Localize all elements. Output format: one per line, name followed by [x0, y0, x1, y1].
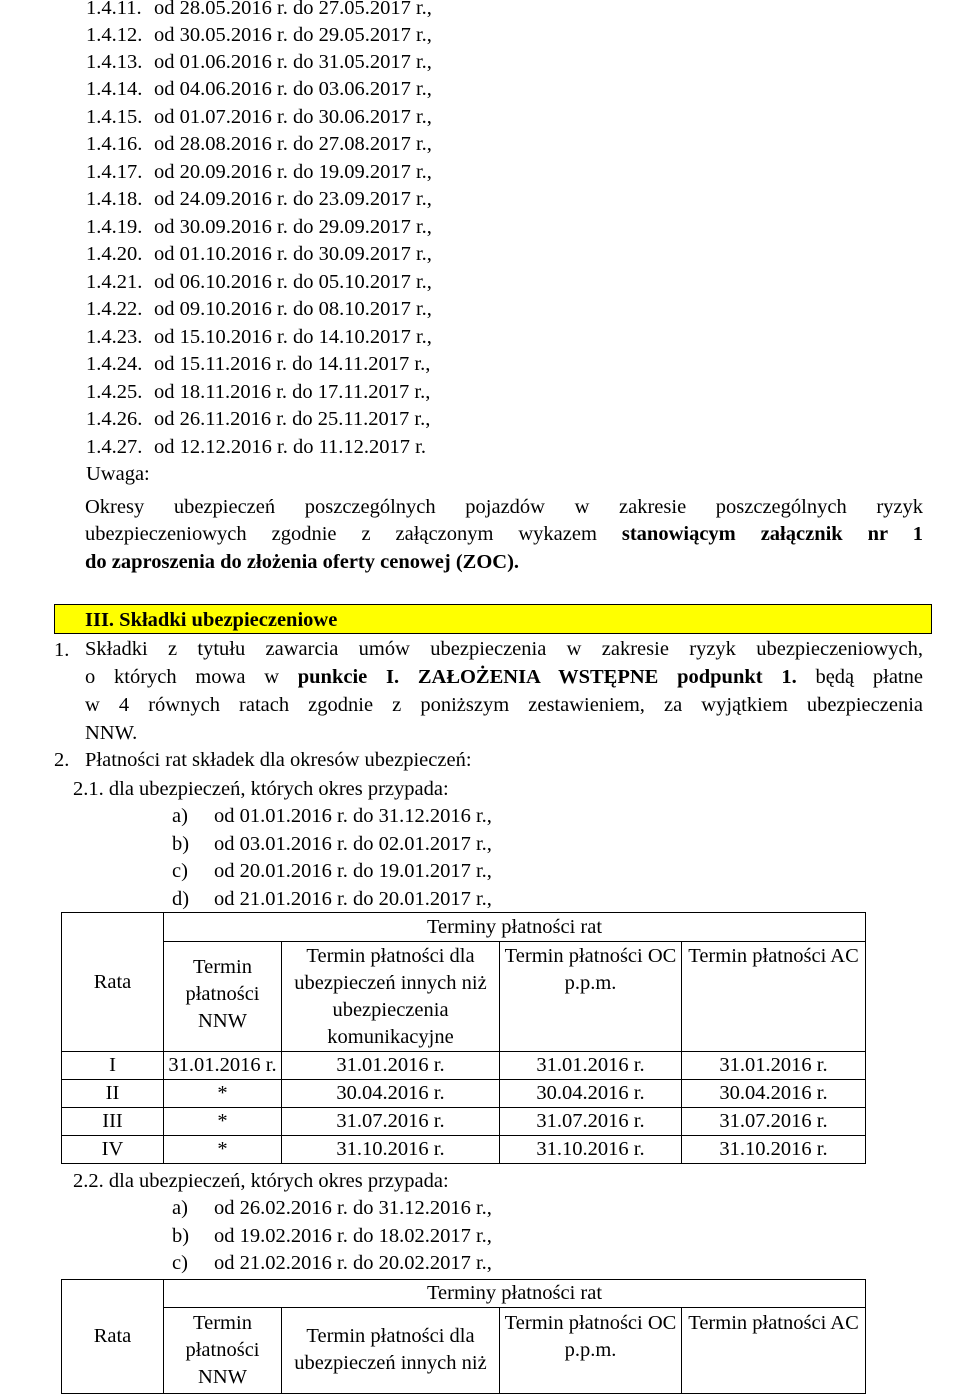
subsection-2-2-heading: 2.2. dla ubezpieczeń, których okres przypada: — [73, 1170, 449, 1192]
list-item: 1.4.19. od 30.09.2016 r. do 29.09.2017 r., — [86, 216, 432, 238]
note-line-1: Okresy ubezpieczeń poszczególnych pojazdów w zakresie poszczególnych ryzyk — [85, 496, 923, 518]
note-heading: Uwaga: — [86, 463, 150, 485]
paragraph-1-line-4: NNW. — [85, 722, 138, 744]
paragraph-1-number: 1. — [54, 639, 70, 661]
column-header-rata: Rata — [62, 913, 164, 1052]
list-item: 1.4.23. od 15.10.2016 r. do 14.10.2017 r., — [86, 326, 432, 348]
subsection-2-1-heading: 2.1. dla ubezpieczeń, których okres przypada: — [73, 778, 449, 800]
list-item: 1.4.12. od 30.05.2016 r. do 29.05.2017 r., — [86, 24, 432, 46]
group-header: Terminy płatności rat — [164, 1280, 866, 1308]
list-item: 1.4.14. od 04.06.2016 r. do 03.06.2017 r., — [86, 78, 432, 100]
list-item: 1.4.22. od 09.10.2016 r. do 08.10.2017 r., — [86, 298, 432, 320]
column-header-rata: Rata — [62, 1280, 164, 1394]
list-item: b) od 03.01.2016 r. do 02.01.2017 r., — [172, 833, 492, 855]
list-item: 1.4.25. od 18.11.2016 r. do 17.11.2017 r., — [86, 381, 431, 403]
list-item: d) od 21.01.2016 r. do 20.01.2017 r., — [172, 888, 492, 910]
list-item: c) od 20.01.2016 r. do 19.01.2017 r., — [172, 860, 492, 882]
payment-schedule-table-1 — [61, 912, 866, 1164]
list-item: 1.4.16. od 28.08.2016 r. do 27.08.2017 r., — [86, 133, 432, 155]
section-title: III. Składki ubezpieczeniowe — [85, 609, 338, 631]
payment-schedule-table-2 — [61, 1279, 866, 1394]
table-row: I 31.01.2016 r. 31.01.2016 r. 31.01.2016 r. 31.01.2016 r. — [62, 1052, 866, 1080]
table-row: IV * 31.10.2016 r. 31.10.2016 r. 31.10.2016 r. — [62, 1136, 866, 1164]
list-item: a) od 01.01.2016 r. do 31.12.2016 r., — [172, 805, 492, 827]
list-item: 1.4.11. od 28.05.2016 r. do 27.05.2017 r., — [86, 0, 432, 19]
column-header-other: Termin płatności dla ubezpieczeń innych niż — [282, 1308, 500, 1394]
list-item: c) od 21.02.2016 r. do 20.02.2017 r., — [172, 1252, 492, 1274]
column-header-oc: Termin płatności OC p.p.m. — [500, 942, 682, 1052]
note-line-2: ubezpieczeniowych zgodnie z załączonym wykazem stanowiącym załącznik nr 1 — [85, 523, 923, 545]
column-header-oc: Termin płatności OC p.p.m. — [500, 1308, 682, 1394]
note-line-3: do zaproszenia do złożenia oferty cenowej (ZOC). — [85, 551, 520, 573]
column-header-other: Termin płatności dla ubezpieczeń innych niż ubezpieczenia komunikacyjne — [282, 942, 500, 1052]
paragraph-2-number: 2. — [54, 749, 70, 771]
column-header-nnw: Termin płatności NNW — [164, 942, 282, 1052]
list-item: 1.4.20. od 01.10.2016 r. do 30.09.2017 r., — [86, 243, 432, 265]
list-item: 1.4.15. od 01.07.2016 r. do 30.06.2017 r., — [86, 106, 432, 128]
list-item: 1.4.18. od 24.09.2016 r. do 23.09.2017 r., — [86, 188, 432, 210]
list-item: a) od 26.02.2016 r. do 31.12.2016 r., — [172, 1197, 492, 1219]
column-header-ac: Termin płatności AC — [682, 1308, 866, 1394]
list-item: 1.4.27. od 12.12.2016 r. do 11.12.2017 r. — [86, 436, 427, 458]
list-item: 1.4.24. od 15.11.2016 r. do 14.11.2017 r., — [86, 353, 431, 375]
list-item: 1.4.26. od 26.11.2016 r. do 25.11.2017 r., — [86, 408, 431, 430]
list-item: 1.4.13. od 01.06.2016 r. do 31.05.2017 r., — [86, 51, 432, 73]
paragraph-1-line-2: o których mowa w punkcie I. ZAŁOŻENIA WSTĘPNE podpunkt 1. będą płatne — [85, 666, 923, 688]
column-header-ac: Termin płatności AC — [682, 942, 866, 1052]
paragraph-2-text: Płatności rat składek dla okresów ubezpieczeń: — [85, 749, 472, 771]
list-item: 1.4.21. od 06.10.2016 r. do 05.10.2017 r., — [86, 271, 432, 293]
list-item: b) od 19.02.2016 r. do 18.02.2017 r., — [172, 1225, 492, 1247]
table-row: II * 30.04.2016 r. 30.04.2016 r. 30.04.2016 r. — [62, 1080, 866, 1108]
column-header-nnw: Termin płatności NNW — [164, 1308, 282, 1394]
paragraph-1-line-3: w 4 równych ratach zgodnie z poniższym zestawieniem, za wyjątkiem ubezpieczenia — [85, 694, 923, 716]
list-item: 1.4.17. od 20.09.2016 r. do 19.09.2017 r., — [86, 161, 432, 183]
table-row: III * 31.07.2016 r. 31.07.2016 r. 31.07.2016 r. — [62, 1108, 866, 1136]
paragraph-1-line-1: Składki z tytułu zawarcia umów ubezpieczenia w zakresie ryzyk ubezpieczeniowych, — [85, 638, 923, 660]
group-header: Terminy płatności rat — [164, 913, 866, 942]
section-banner — [54, 604, 932, 634]
